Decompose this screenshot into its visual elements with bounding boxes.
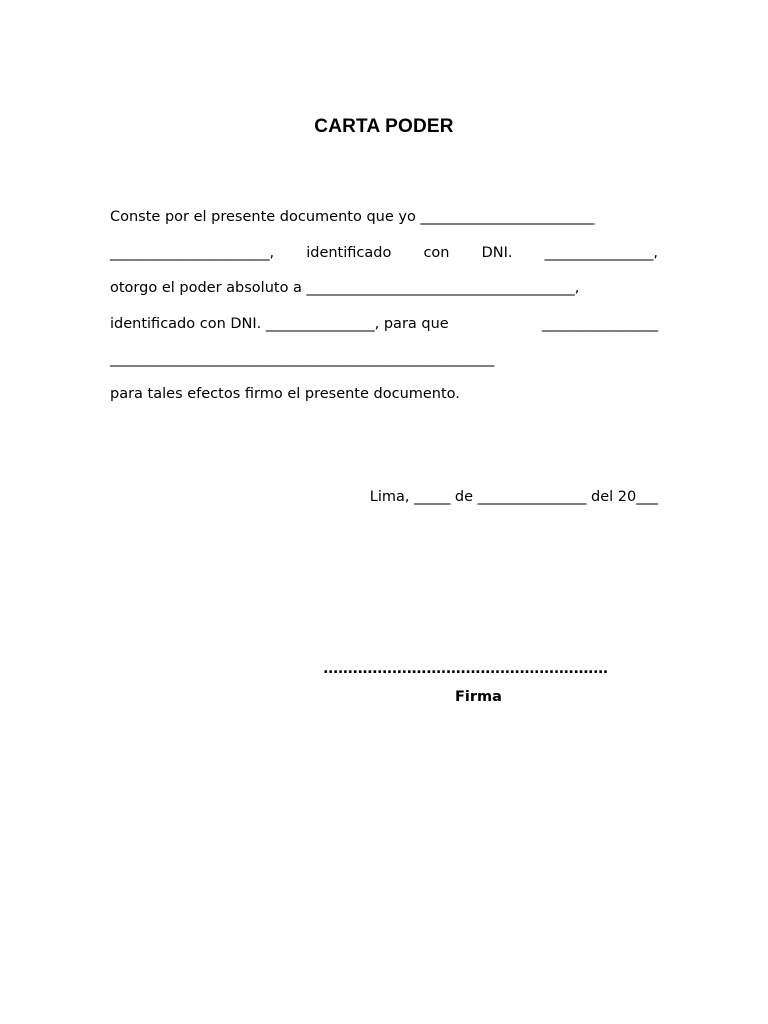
body-line-4-text: identificado con DNI. _______________, para que	[110, 316, 449, 332]
word-identificado: identificado	[306, 245, 392, 261]
word-con: con	[423, 245, 450, 261]
word-dni: DNI.	[481, 245, 513, 261]
body-line-6: para tales efectos firmo el presente documento.	[110, 386, 460, 402]
signature-label: Firma	[455, 689, 502, 705]
body-line-1: Conste por el presente documento que yo ________________________	[110, 209, 595, 225]
blank-name-continuation: ______________________,	[110, 245, 275, 261]
document-title: CARTA PODER	[314, 116, 454, 137]
body-line-5: _____________________________________________________	[110, 351, 495, 367]
body-line-2	[110, 243, 658, 263]
signature-line: ..........................................................	[323, 661, 608, 677]
date-line: Lima, _____ de _______________ del 20___	[369, 489, 658, 505]
body-line-3: otorgo el poder absoluto a _____________________________________,	[110, 280, 580, 296]
blank-dni-1: _______________,	[544, 245, 658, 261]
body-line-4	[110, 314, 658, 334]
blank-purpose: ________________	[542, 316, 658, 332]
